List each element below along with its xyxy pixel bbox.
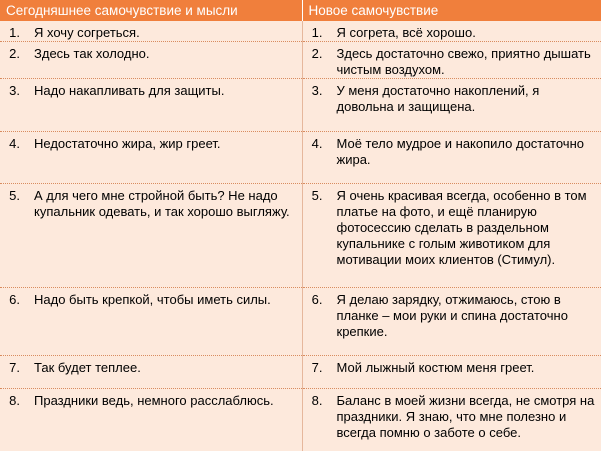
new-text: Я очень красивая всегда, особенно в том платье на фото, и ещё планирую фотосессию сделать в раздельном купальнике с голым животиком для мотивации моих клиентов (Стимул). <box>336 188 587 267</box>
row-number: 8. <box>9 393 20 408</box>
new-cell <box>302 42 601 79</box>
row-number: 2. <box>9 46 20 61</box>
header-row <box>0 0 601 21</box>
current-text: Недостаточно жира, жир греет. <box>34 136 221 151</box>
new-text: Моё тело мудрое и накопило достаточно жира. <box>336 136 584 167</box>
current-cell <box>0 79 302 132</box>
row-number: 6. <box>9 292 20 307</box>
row-number: 1. <box>9 25 20 40</box>
current-cell <box>0 389 302 451</box>
row-number: 7. <box>9 360 20 375</box>
current-cell <box>0 288 302 356</box>
new-cell <box>302 389 601 451</box>
current-text: А для чего мне стройной быть? Не надо купальник одевать, и так хорошо выгляжу. <box>34 188 290 219</box>
header-current-feelings: Сегодняшнее самочувствие и мысли <box>0 0 302 21</box>
current-cell <box>0 21 302 42</box>
new-cell <box>302 288 601 356</box>
new-cell <box>302 132 601 184</box>
current-text: Праздники ведь, немного расслаблюсь. <box>34 393 274 408</box>
row-number: 1. <box>311 25 323 40</box>
new-text: Я делаю зарядку, отжимаюсь, стою в планке – мои руки и спина достаточно крепкие. <box>336 292 568 339</box>
table-row <box>0 79 601 132</box>
new-text: Баланс в моей жизни всегда, не смотря на праздники. Я знаю, что мне полезно и всегда помню о заботе о себе. <box>336 393 595 440</box>
row-number: 4. <box>9 136 20 151</box>
current-cell <box>0 42 302 79</box>
current-cell <box>0 132 302 184</box>
current-cell <box>0 184 302 288</box>
current-text: Я хочу согреться. <box>34 25 140 40</box>
row-number: 5. <box>9 188 20 203</box>
row-number: 7. <box>311 360 323 375</box>
row-number: 5. <box>311 188 323 203</box>
header-new-feelings: Новое самочувствие <box>302 0 601 21</box>
current-text: Здесь так холодно. <box>34 46 150 61</box>
row-number: 6. <box>311 292 323 307</box>
row-number: 3. <box>9 83 20 98</box>
new-text: Здесь достаточно свежо, приятно дышать чистым воздухом. <box>336 46 591 77</box>
new-cell <box>302 21 601 42</box>
row-number: 8. <box>311 393 323 408</box>
new-cell <box>302 184 601 288</box>
new-text: Я согрета, всё хорошо. <box>336 25 476 40</box>
table-row <box>0 42 601 79</box>
table-row <box>0 184 601 288</box>
current-cell <box>0 356 302 389</box>
row-number: 3. <box>311 83 323 98</box>
new-text: Мой лыжный костюм меня греет. <box>336 360 535 375</box>
table-row <box>0 132 601 184</box>
new-cell <box>302 356 601 389</box>
current-text: Надо накапливать для защиты. <box>34 83 225 98</box>
table-row <box>0 389 601 451</box>
new-cell <box>302 79 601 132</box>
new-text: У меня достаточно накоплений, я довольна и защищена. <box>336 83 540 114</box>
current-text: Так будет теплее. <box>34 360 141 375</box>
table-row <box>0 288 601 356</box>
row-number: 4. <box>311 136 323 151</box>
table-row <box>0 356 601 389</box>
table-row <box>0 21 601 42</box>
row-number: 2. <box>311 46 323 61</box>
current-text: Надо быть крепкой, чтобы иметь силы. <box>34 292 271 307</box>
